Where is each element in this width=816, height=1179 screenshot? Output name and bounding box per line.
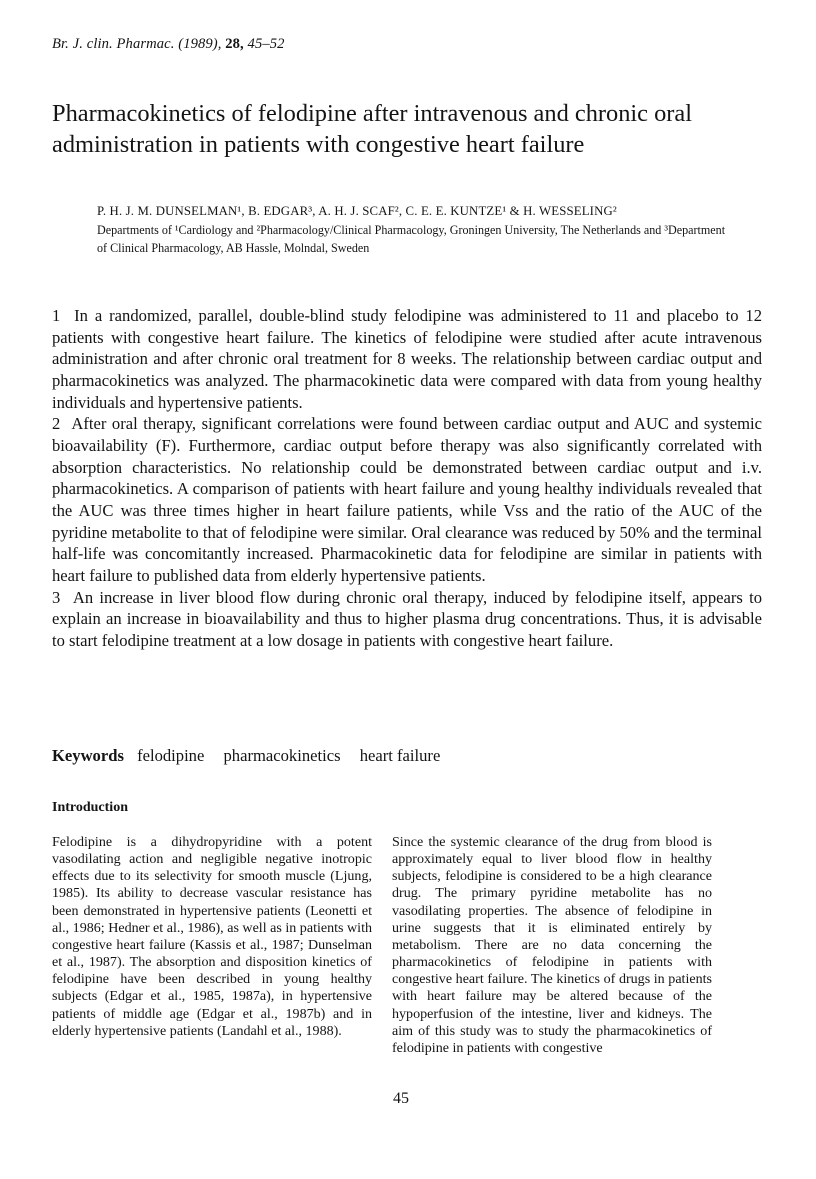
paper-title: Pharmacokinetics of felodipine after intravenous and chronic oral administration in patients with congestive heart failure bbox=[52, 100, 693, 158]
keyword: heart failure bbox=[359, 746, 441, 765]
journal-citation bbox=[52, 36, 285, 53]
body-column-left: Felodipine is a dihydropyridine with a potent vasodilating action and negligible negative inotropic effects due to its selectivity for smooth muscle (Ljung, 1985). Its ability to decrease vascular resistance has been demonstrated in hypertensive patients (Leonetti et al., 1986; Hedner et al., 1986), as well as in patients with congestive heart failure (Kassis et al., 1987; Dunselman et al., 1987). The absorption and disposition kinetics of felodipine have been described in young healthy subjects (Edgar et al., 1985, 1987a), in hypertensive patients of middle age (Edgar et al., 1987b) and in elderly hypertensive patients (Landahl et al., 1988). bbox=[52, 834, 372, 1039]
journal-name: Br. J. clin. Pharmac. bbox=[52, 36, 175, 52]
abstract-paragraph-number: 2 bbox=[52, 414, 61, 434]
abstract-paragraph-1 bbox=[52, 305, 762, 413]
abstract-paragraph-3 bbox=[52, 587, 762, 652]
keywords-label: Keywords bbox=[52, 746, 124, 765]
abstract-paragraph-text: In a randomized, parallel, double-blind study felodipine was administered to 11 and placebo to 12 patients with congestive heart failure. The kinetics of felodipine were studied after acute intravenous administration and after chronic oral treatment for 8 weeks. The relationship between cardiac output and pharmacokinetics was analyzed. The pharmacokinetic data were compared with data from young healthy individuals and hypertensive patients. bbox=[52, 306, 763, 412]
keyword: felodipine bbox=[137, 746, 205, 765]
body-column-right: Since the systemic clearance of the drug from blood is approximately equal to liver blood flow in healthy subjects, felodipine is considered to be a high clearance drug. The primary pyridine metabolite has no vasodilating properties. The absence of felodipine in urine suggests that it is eliminated entirely by metabolism. There are no data concerning the pharmacokinetics of felodipine in patients with congestive heart failure. The kinetics of drugs in patients with heart failure may be altered because of the hypoperfusion of the intestine, liver and kidneys. The aim of this study was to study the pharmacokinetics of felodipine in patients with congestive bbox=[392, 834, 712, 1056]
abstract-paragraph-number: 1 bbox=[52, 306, 61, 325]
abstract-paragraph-2 bbox=[52, 413, 762, 586]
author-list: P. H. J. M. DUNSELMAN¹, B. EDGAR³, A. H. J. SCAF², C. E. E. KUNTZE¹ & H. WESSELING² bbox=[97, 204, 617, 218]
journal-volume: 28, bbox=[225, 36, 244, 52]
journal-year: (1989), bbox=[178, 36, 222, 52]
abstract-paragraph-text: After oral therapy, significant correlations were found between cardiac output and AUC and systemic bioavailability (F). Furthermore, cardiac output before therapy was also significantly correlated with absorption characteristics. No relationship could be demonstrated between cardiac output and i.v. pharmacokinetics. A comparison of patients with heart failure and young healthy individuals revealed that the AUC was three times higher in heart failure patients, while Vss and the ratio of the AUC of the pyridine metabolite to that of felodipine were similar. Oral clearance was reduced by 50% and the terminal half-life was concomitantly increased. Pharmacokinetic data for felodipine are similar in patients with heart failure to published data from elderly hypertensive patients. bbox=[52, 414, 762, 585]
section-heading: Introduction bbox=[52, 800, 128, 815]
abstract-paragraph-text: An increase in liver blood flow during chronic oral therapy, induced by felodipine itself, appears to explain an increase in bioavailability and thus to higher plasma drug concentrations. Thus, it is advisable to start felodipine treatment at a low dosage in patients with congestive heart failure. bbox=[52, 587, 763, 650]
abstract bbox=[52, 305, 762, 652]
abstract-paragraph-number: 3 bbox=[52, 587, 61, 607]
keyword: pharmacokinetics bbox=[223, 746, 341, 765]
affiliations: Departments of ¹Cardiology and ²Pharmacology/Clinical Pharmacology, Groningen University, The Netherlands and ³Department of Clinical Pharmacology, AB Hassle, Molndal, Sweden bbox=[97, 223, 726, 255]
journal-pages: 45–52 bbox=[247, 36, 285, 52]
page-number: 45 bbox=[393, 1090, 409, 1107]
keywords-line bbox=[52, 746, 455, 766]
